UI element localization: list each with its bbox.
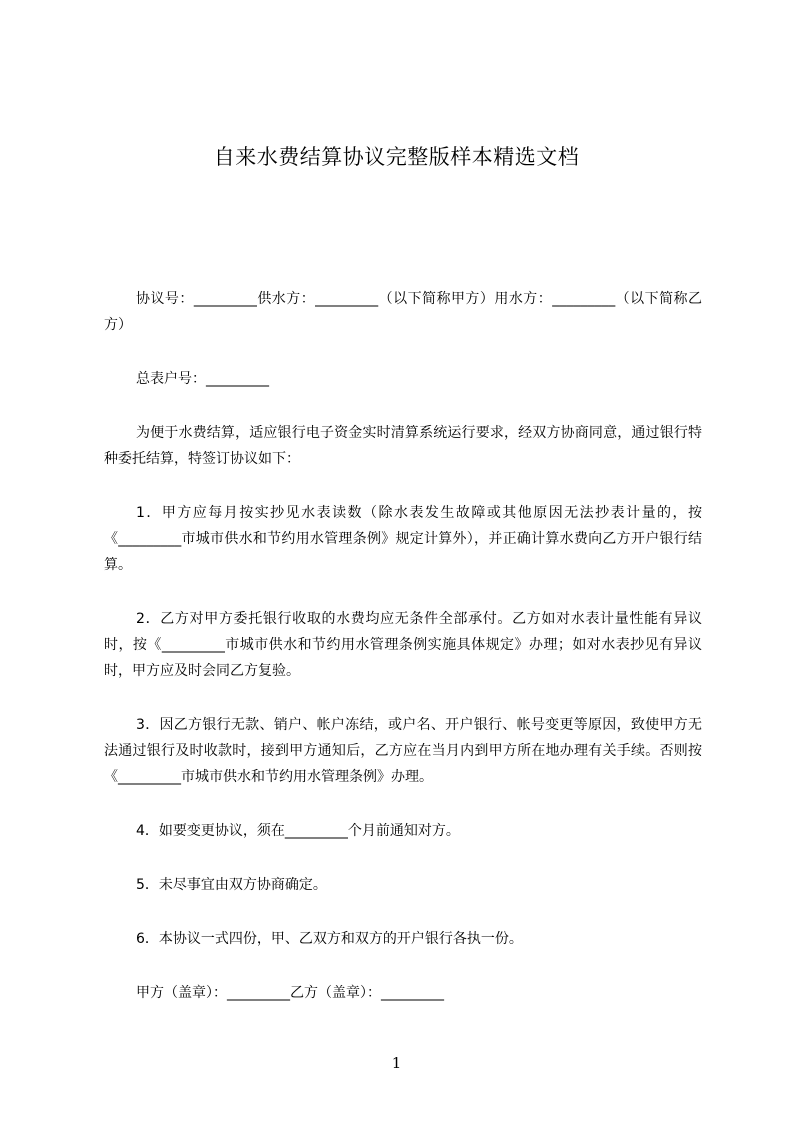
document-title: 自来水费结算协议完整版样本精选文档 (213, 145, 580, 169)
clause-6-paragraph: 6．本协议一式四份，甲、乙双方和双方的开户银行各执一份。 (136, 931, 523, 947)
clause-4-paragraph: 4．如要变更协议，须在_________个月前通知对方。 (136, 823, 460, 839)
meter-account-paragraph: 总表户号：_________ (136, 371, 269, 387)
signature-paragraph: 甲方（盖章）：_________乙方（盖章）：_________ (136, 985, 444, 1001)
clause-3-paragraph: 3．因乙方银行无款、销户、帐户冻结，或户名、开户银行、帐号变更等原因，致使甲方无法通过银行及时收款时，接到甲方通知后，乙方应在当月内到甲方所在地办理有关手续。否则按《_________市城市供水和节约用水管理条例》办理。 (104, 717, 702, 785)
clause-1-paragraph: 1．甲方应每月按实抄见水表读数（除水表发生故障或其他原因无法抄表计量的，按《_________市城市供水和节约用水管理条例》规定计算外），并正确计算水费向乙方开户银行结算。 (104, 505, 702, 573)
agreement-header-paragraph: 协议号：_________供水方：_________（以下简称甲方）用水方：_________（以下简称乙方） (104, 291, 702, 333)
document-body (104, 286, 702, 1006)
page-number: 1 (391, 1054, 402, 1072)
clause-2-paragraph: 2．乙方对甲方委托银行收取的水费均应无条件全部承付。乙方如对水表计量性能有异议时，按《_________市城市供水和节约用水管理条例实施具体规定》办理；如对水表抄见有异议时，甲方应及时会同乙方复验。 (104, 611, 702, 679)
clause-5-paragraph: 5．未尽事宜由双方协商确定。 (136, 877, 327, 893)
preamble-paragraph: 为便于水费结算，适应银行电子资金实时清算系统运行要求，经双方协商同意，通过银行特种委托结算，特签订协议如下： (104, 425, 702, 467)
